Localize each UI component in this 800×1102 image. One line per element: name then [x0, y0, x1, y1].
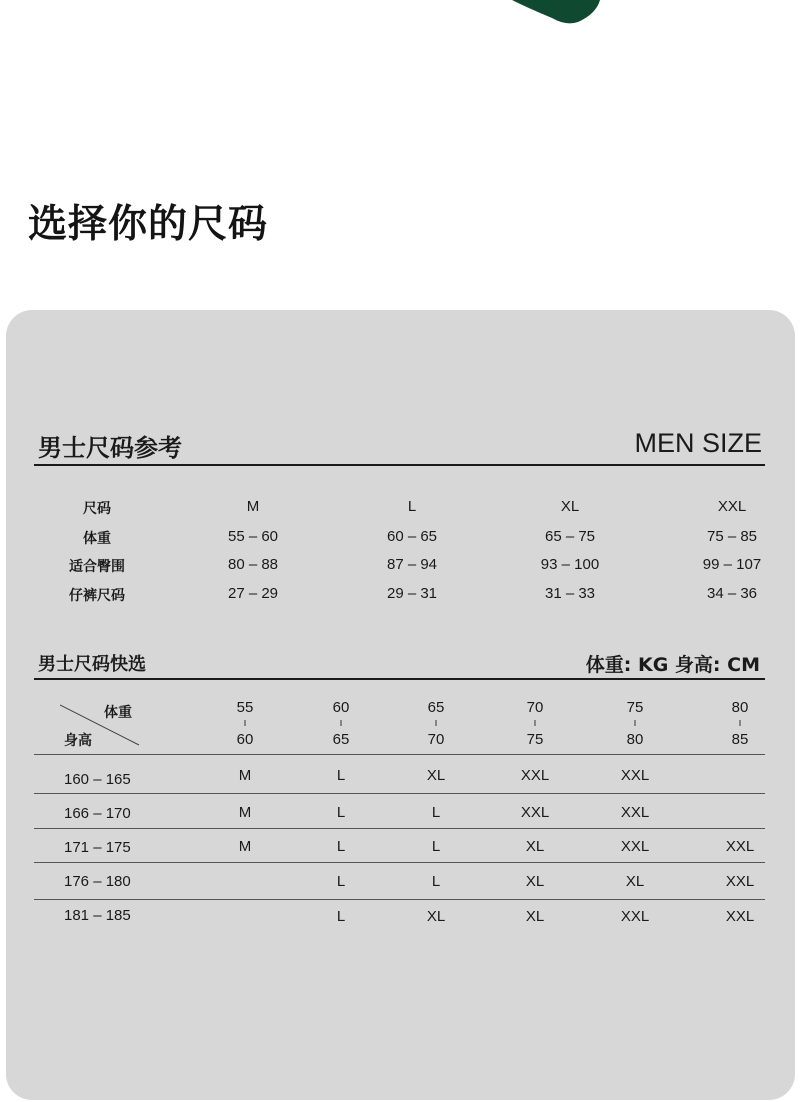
weight-range-to: 70: [427, 731, 445, 748]
size-recommendation-cell: L: [336, 873, 346, 890]
reference-cell-weight: 65 – 75: [544, 528, 596, 545]
reference-cell-size: XL: [560, 498, 580, 515]
weight-range-to: 75: [526, 731, 544, 748]
reference-title: 男士尺码参考: [38, 434, 182, 462]
row-divider: [34, 793, 765, 794]
size-recommendation-cell: XL: [525, 873, 545, 890]
reference-cell-size: XXL: [717, 498, 747, 515]
reference-cell-hip: 80 – 88: [227, 556, 279, 573]
size-recommendation-cell: M: [238, 804, 252, 821]
reference-cell-hip: 93 – 100: [540, 556, 600, 573]
weight-range-tick: [436, 720, 437, 726]
reference-cell-weight: 75 – 85: [706, 528, 758, 545]
height-range-label: 181 – 185: [64, 907, 131, 924]
quick-divider: [34, 678, 765, 680]
weight-range-tick: [535, 720, 536, 726]
size-recommendation-cell: XXL: [620, 908, 650, 925]
size-recommendation-cell: XXL: [620, 767, 650, 784]
weight-range-tick: [635, 720, 636, 726]
size-recommendation-cell: L: [336, 804, 346, 821]
row-divider: [34, 828, 765, 829]
size-recommendation-cell: XXL: [725, 838, 755, 855]
weight-range-tick: [245, 720, 246, 726]
size-recommendation-cell: XL: [426, 908, 446, 925]
size-recommendation-cell: XXL: [725, 873, 755, 890]
corner-height-label: 身高: [64, 733, 92, 749]
height-range-label: 176 – 180: [64, 873, 131, 890]
reference-cell-hip: 87 – 94: [386, 556, 438, 573]
weight-range-tick: [740, 720, 741, 726]
quick-title: 男士尺码快选: [38, 654, 146, 675]
row-divider: [34, 862, 765, 863]
weight-range-to: 65: [332, 731, 350, 748]
reference-cell-size: L: [407, 498, 417, 515]
size-recommendation-cell: M: [238, 767, 252, 784]
weight-range-from: 55: [236, 699, 254, 716]
size-recommendation-cell: XXL: [520, 804, 550, 821]
size-recommendation-cell: XXL: [620, 804, 650, 821]
reference-row-label: 适合臀围: [69, 559, 125, 575]
product-image-fragment: [0, 0, 800, 40]
size-recommendation-cell: XL: [525, 838, 545, 855]
height-range-label: 166 – 170: [64, 805, 131, 822]
reference-cell-jeans: 31 – 33: [544, 585, 596, 602]
size-recommendation-cell: L: [336, 767, 346, 784]
reference-cell-size: M: [246, 498, 260, 515]
size-recommendation-cell: L: [431, 838, 441, 855]
quick-units: 体重: KG 身高: CM: [585, 654, 760, 676]
size-recommendation-cell: XXL: [620, 838, 650, 855]
weight-range-from: 70: [526, 699, 544, 716]
size-recommendation-cell: XL: [426, 767, 446, 784]
size-recommendation-cell: XXL: [520, 767, 550, 784]
weight-range-to: 80: [626, 731, 644, 748]
reference-cell-jeans: 34 – 36: [706, 585, 758, 602]
weight-range-from: 60: [332, 699, 350, 716]
reference-cell-weight: 60 – 65: [386, 528, 438, 545]
weight-range-to: 60: [236, 731, 254, 748]
weight-range-from: 80: [731, 699, 749, 716]
row-divider: [34, 754, 765, 755]
reference-row-label: 尺码: [83, 501, 111, 517]
weight-range-to: 85: [731, 731, 749, 748]
size-recommendation-cell: M: [238, 838, 252, 855]
height-range-label: 160 – 165: [64, 771, 131, 788]
reference-divider: [34, 464, 765, 466]
size-recommendation-cell: XL: [525, 908, 545, 925]
reference-title-en: MEN SIZE: [634, 428, 762, 458]
page-title: 选择你的尺码: [28, 202, 269, 247]
size-recommendation-cell: L: [431, 804, 441, 821]
reference-row-label: 体重: [83, 531, 111, 547]
height-range-label: 171 – 175: [64, 839, 131, 856]
corner-weight-label: 体重: [104, 705, 132, 721]
reference-cell-hip: 99 – 107: [702, 556, 762, 573]
weight-range-from: 65: [427, 699, 445, 716]
reference-cell-jeans: 29 – 31: [386, 585, 438, 602]
weight-range-from: 75: [626, 699, 644, 716]
size-recommendation-cell: L: [431, 873, 441, 890]
reference-cell-jeans: 27 – 29: [227, 585, 279, 602]
size-recommendation-cell: XXL: [725, 908, 755, 925]
size-recommendation-cell: L: [336, 908, 346, 925]
reference-cell-weight: 55 – 60: [227, 528, 279, 545]
reference-row-label: 仔裤尺码: [69, 588, 125, 604]
size-recommendation-cell: XL: [625, 873, 645, 890]
row-divider: [34, 899, 765, 900]
size-recommendation-cell: L: [336, 838, 346, 855]
weight-range-tick: [341, 720, 342, 726]
